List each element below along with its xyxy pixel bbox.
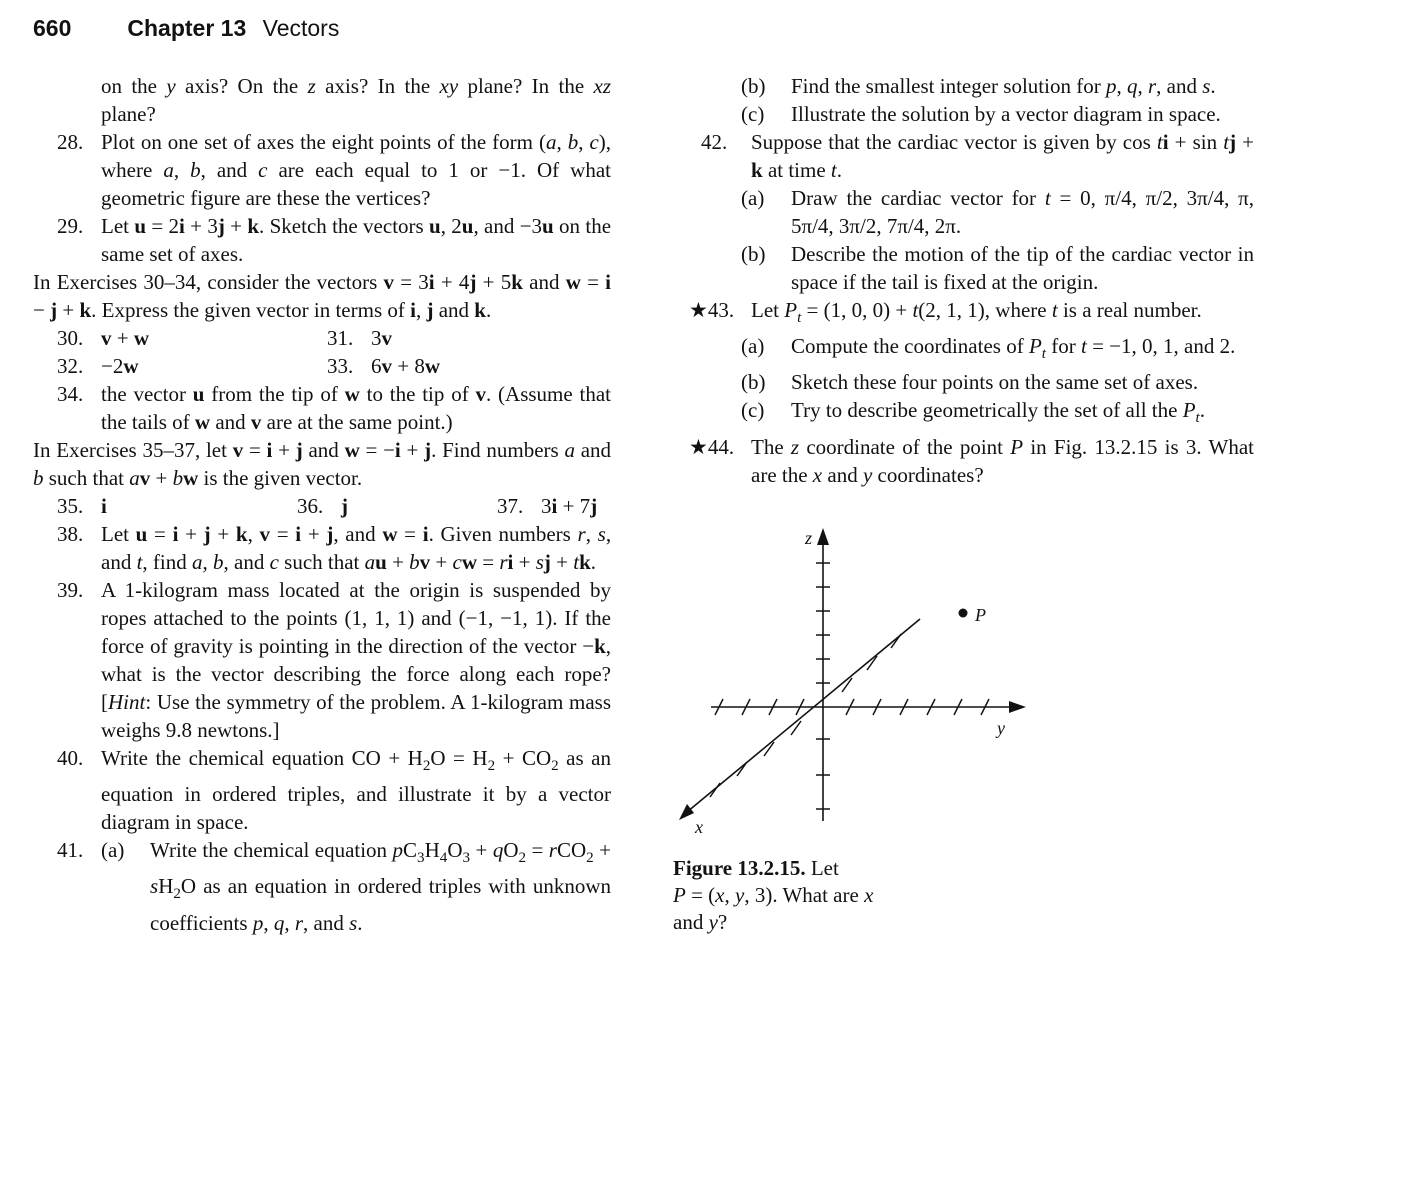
x-axis-arrow-icon: [679, 804, 694, 820]
y-axis-arrow-icon: [1009, 701, 1026, 713]
exercise-body: Plot on one set of axes the eight points of the form (a, b, c), where a, b, and c are each equal to 1 or −1. Of what geometric figure are these the vertices?: [101, 130, 612, 210]
exercise-body: 3v: [371, 326, 392, 350]
exercise-number: 42.: [701, 130, 728, 154]
part-label-a: (a): [741, 186, 765, 210]
exercise-body: 3i + 7j: [541, 494, 598, 518]
exercise-body: Let u = 2i + 3j + k. Sketch the vectors u, 2u, and −3u on the same set of axes.: [101, 214, 612, 266]
exercise-39: [33, 576, 611, 744]
exercise-number: 39.: [57, 578, 84, 602]
exercise-body: Sketch these four points on the same set of axes.: [791, 370, 1199, 395]
part-label-b: (b): [741, 74, 766, 98]
exercise-42-part-a: [741, 184, 1254, 240]
exercise-number: 38.: [57, 522, 84, 546]
part-label-b: (b): [741, 242, 766, 266]
exercise-number: 34.: [57, 382, 84, 406]
chapter-label: Chapter 13: [127, 15, 247, 41]
exercise-29: [33, 212, 611, 268]
exercise-body: Illustrate the solution by a vector diagram in space.: [791, 102, 1221, 126]
exercise-body: −2w: [101, 354, 139, 378]
caption-line-1: Figure 13.2.15. Let: [673, 855, 839, 880]
exercise-body: Let u = i + j + k, v = i + j, and w = i. Given numbers r, s, and t, find a, b, and c such that au + bv + cw = ri + sj + tk.: [101, 522, 612, 574]
exercise-number: 41.: [57, 838, 84, 863]
chapter-title: Vectors: [262, 15, 340, 41]
exercise-36: [297, 492, 497, 520]
exercise-number: 28.: [57, 130, 84, 154]
exercise-42-part-b: [741, 240, 1254, 296]
exercise-38: [33, 520, 611, 576]
starred-exercise-number: ★43.: [689, 298, 735, 322]
point-p-label: P: [975, 604, 986, 625]
exercise-body: i: [101, 494, 107, 518]
instructions-30-34: In Exercises 30–34, consider the vectors v = 3i + 4j + 5k and w = i − j + k. Express the given vector in terms of i, j and k.: [33, 270, 612, 322]
exercise-33: [327, 352, 440, 380]
exercise-41: [33, 836, 611, 936]
z-axis-arrow-icon: [817, 528, 829, 545]
exercise-43-part-b: [741, 368, 1254, 396]
part-label-b: (b): [741, 370, 766, 395]
right-column: [673, 72, 1255, 937]
exercise-44: [689, 433, 1254, 489]
z-axis-label: z: [805, 527, 813, 548]
two-column-layout: [33, 72, 1418, 937]
exercise-number: 32.: [57, 354, 84, 378]
exercise-body: Write the chemical equation CO + $H_2O = H_2 + CO_2$ as an equation in ordered triples, and illustrate it by a vector diagram in space.: [101, 746, 611, 835]
x-axis-line: [687, 619, 920, 812]
page-header: [33, 14, 1418, 42]
exercise-row-32-33: [57, 352, 611, 380]
exercise-30: [57, 324, 327, 352]
exercise-35: [57, 492, 297, 520]
exercise-body: 6v + 8w: [371, 354, 441, 378]
exercise-body: Find the smallest integer solution for p, q, r, and s.: [791, 74, 1216, 98]
exercise-body: the vector u from the tip of w to the tip of v. (Assume that the tails of w and v are at the same point.): [101, 382, 612, 434]
exercise-body: j: [341, 494, 348, 518]
starred-exercise-number: ★44.: [689, 434, 735, 459]
exercise-body: Compute the coordinates of $P_t$ for t = −1, 0, 1, and 2.: [791, 334, 1236, 363]
part-label-c: (c): [741, 102, 765, 126]
exercise-body: A 1-kilogram mass located at the origin is suspended by ropes attached to the points (1, 1, 1) and (−1, −1, 1). If the force of gravity is pointing in the direction of the vector −k, what is the vector describing the force along each rope? [Hint: Use the symmetry of the problem. A 1-kilogram mass weighs 9.8 newtons.]: [101, 578, 611, 742]
figure-13-2-15: [673, 525, 1093, 936]
exercise-32: [57, 352, 327, 380]
exercise-number: 36.: [297, 494, 324, 518]
page-number: 660: [33, 15, 72, 41]
exercise-body: The z coordinate of the point P in Fig. 13.2.15 is 3. What are the x and y coordinates?: [751, 434, 1255, 487]
point-p-dot: [959, 608, 968, 617]
exercise-body: Write the chemical equation $pC_3H_4O_3 + qO_2 = rCO_2 + sH_2O$ as an equation in ordered triples with unknown coefficients p, q, r, and s.: [150, 838, 612, 935]
exercise-number: 29.: [57, 214, 84, 238]
exercise-34: [33, 380, 611, 436]
exercise-40: [33, 744, 611, 836]
exercise-number: 31.: [327, 326, 354, 350]
caption-line-2: P = (x, y, 3). What are x: [673, 882, 874, 907]
figure-caption: [673, 855, 973, 936]
y-axis-label: y: [997, 717, 1005, 738]
exercise-body: Let $P_t = (1$, 0, 0) + t(2, 1, 1), where t is a real number.: [751, 298, 1202, 327]
exercise-31: [327, 324, 392, 352]
exercise-42: [689, 128, 1254, 184]
axes-diagram: [673, 525, 1033, 840]
exercise-41-part-b: [741, 72, 1254, 100]
exercise-43: [689, 296, 1254, 332]
x-axis-label: x: [695, 816, 703, 837]
exercise-number: 30.: [57, 326, 84, 350]
exercise-body: Draw the cardiac vector for t = 0, π/4, π/2, 3π/4, π, 5π/4, 3π/2, 7π/4, 2π.: [791, 186, 1254, 238]
caption-line-3: and y?: [673, 909, 728, 934]
exercise-number: 37.: [497, 494, 524, 518]
exercise-row-35-37: [57, 492, 611, 520]
chapter-heading: [127, 14, 339, 42]
instructions-35-37: In Exercises 35–37, let v = i + j and w = −i + j. Find numbers a and b such that av + bw is the given vector.: [33, 438, 612, 490]
part-label-a: (a): [741, 334, 765, 359]
exercise-body: Describe the motion of the tip of the cardiac vector in space if the tail is fixed at the origin.: [791, 242, 1254, 294]
exercise-43-part-c: [741, 396, 1254, 432]
left-column: [33, 72, 611, 937]
exercise-number: 40.: [57, 746, 84, 770]
exercise-28: [33, 128, 611, 212]
exercise-row-30-31: [57, 324, 611, 352]
exercise-body: v + w: [101, 326, 150, 350]
paragraph-continuation: on the y axis? On the z axis? In the xy plane? In the xz plane?: [101, 74, 612, 126]
exercise-number: 35.: [57, 494, 84, 518]
part-label-c: (c): [741, 398, 765, 423]
part-label-a: (a): [101, 838, 125, 863]
exercise-41-part-c: [741, 100, 1254, 128]
exercise-43-part-a: [741, 332, 1254, 368]
exercise-body: Try to describe geometrically the set of all the $P_t$.: [791, 398, 1205, 427]
exercise-body: Suppose that the cardiac vector is given by cos ti + sin tj + k at time t.: [751, 130, 1254, 182]
exercise-37: [497, 492, 597, 520]
exercise-number: 33.: [327, 354, 354, 378]
